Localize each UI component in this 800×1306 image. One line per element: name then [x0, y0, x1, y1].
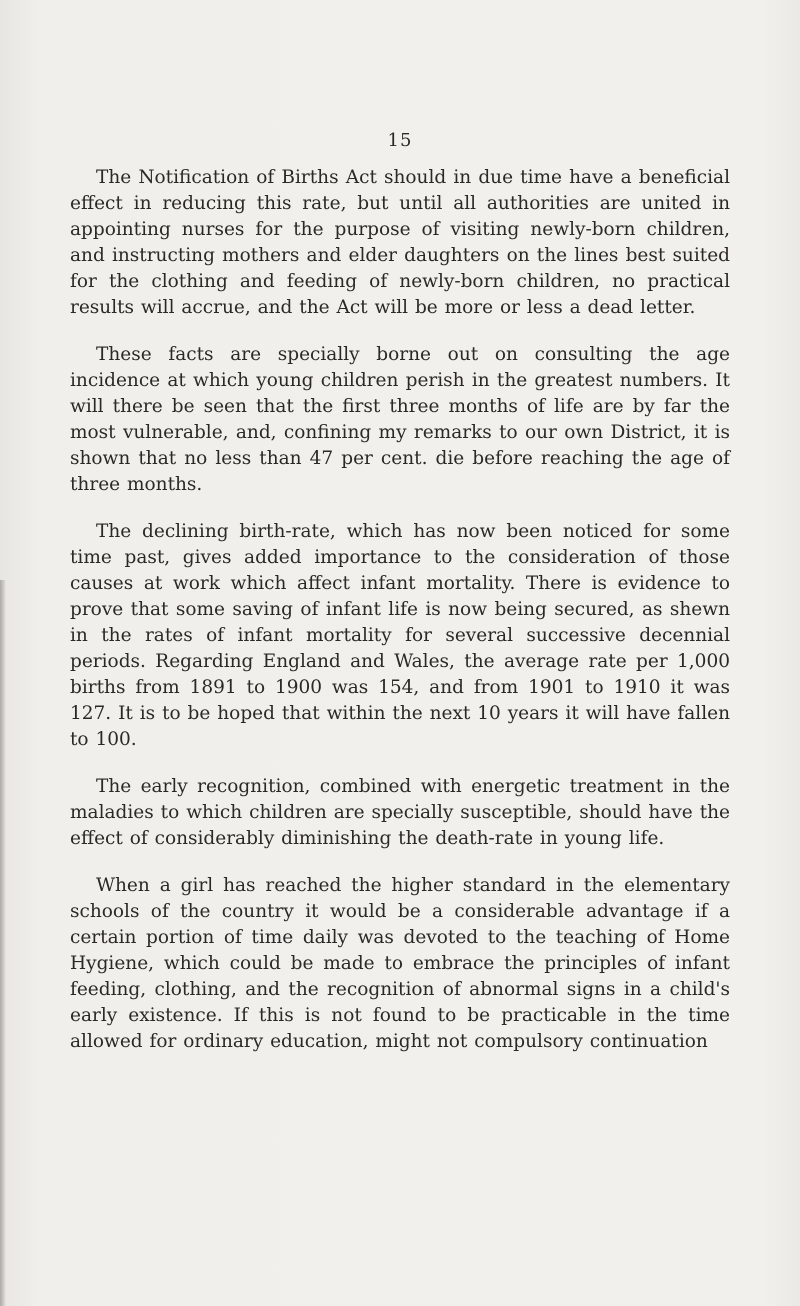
page-binding-shadow — [0, 580, 6, 1306]
paragraph-home-hygiene: When a girl has reached the higher standard in the elementary schools of the country it would be a considerable advantage if a certain portion of time daily was devoted to the teaching of Home Hygiene, which could be made to embrace the principles of infant feeding, clothing, and the recognition of abnormal signs in a child's early existence. If this is not found to be practicable in the time allowed for ordinary education, might not compulsory continuation — [70, 875, 730, 1052]
body-text — [70, 165, 730, 1076]
page-number: 15 — [387, 130, 413, 151]
paragraph-early-recognition: The early recognition, combined with energetic treatment in the maladies to which children are specially susceptible, should have the effect of considerably diminishing the death-rate in young life. — [70, 776, 730, 849]
paragraph-age-incidence: These facts are specially borne out on consulting the age incidence at which young children perish in the greatest numbers. It will there be seen that the first three months of life are by far the most vulnerable, and, confining my remarks to our own District, it is shown that no less than 47 per cent. die before reaching the age of three months. — [70, 344, 730, 495]
paragraph-notification-act: The Notification of Births Act should in due time have a beneficial effect in reducing this rate, but until all authorities are united in appointing nurses for the purpose of visiting newly-born children, and instructing mothers and elder daughters on the lines best suited for the clothing and feeding of newly-born children, no practical results will accrue, and the Act will be more or less a dead letter. — [70, 167, 730, 318]
paragraph-birth-rate: The declining birth-rate, which has now been noticed for some time past, gives added importance to the consideration of those causes at work which affect infant mortality. There is evidence to prove that some saving of infant life is now being secured, as shewn in the rates of infant mortality for several successive decennial periods. Regarding England and Wales, the average rate per 1,000 births from 1891 to 1900 was 154, and from 1901 to 1910 it was 127. It is to be hoped that within the next 10 years it will have fallen to 100. — [70, 521, 730, 750]
